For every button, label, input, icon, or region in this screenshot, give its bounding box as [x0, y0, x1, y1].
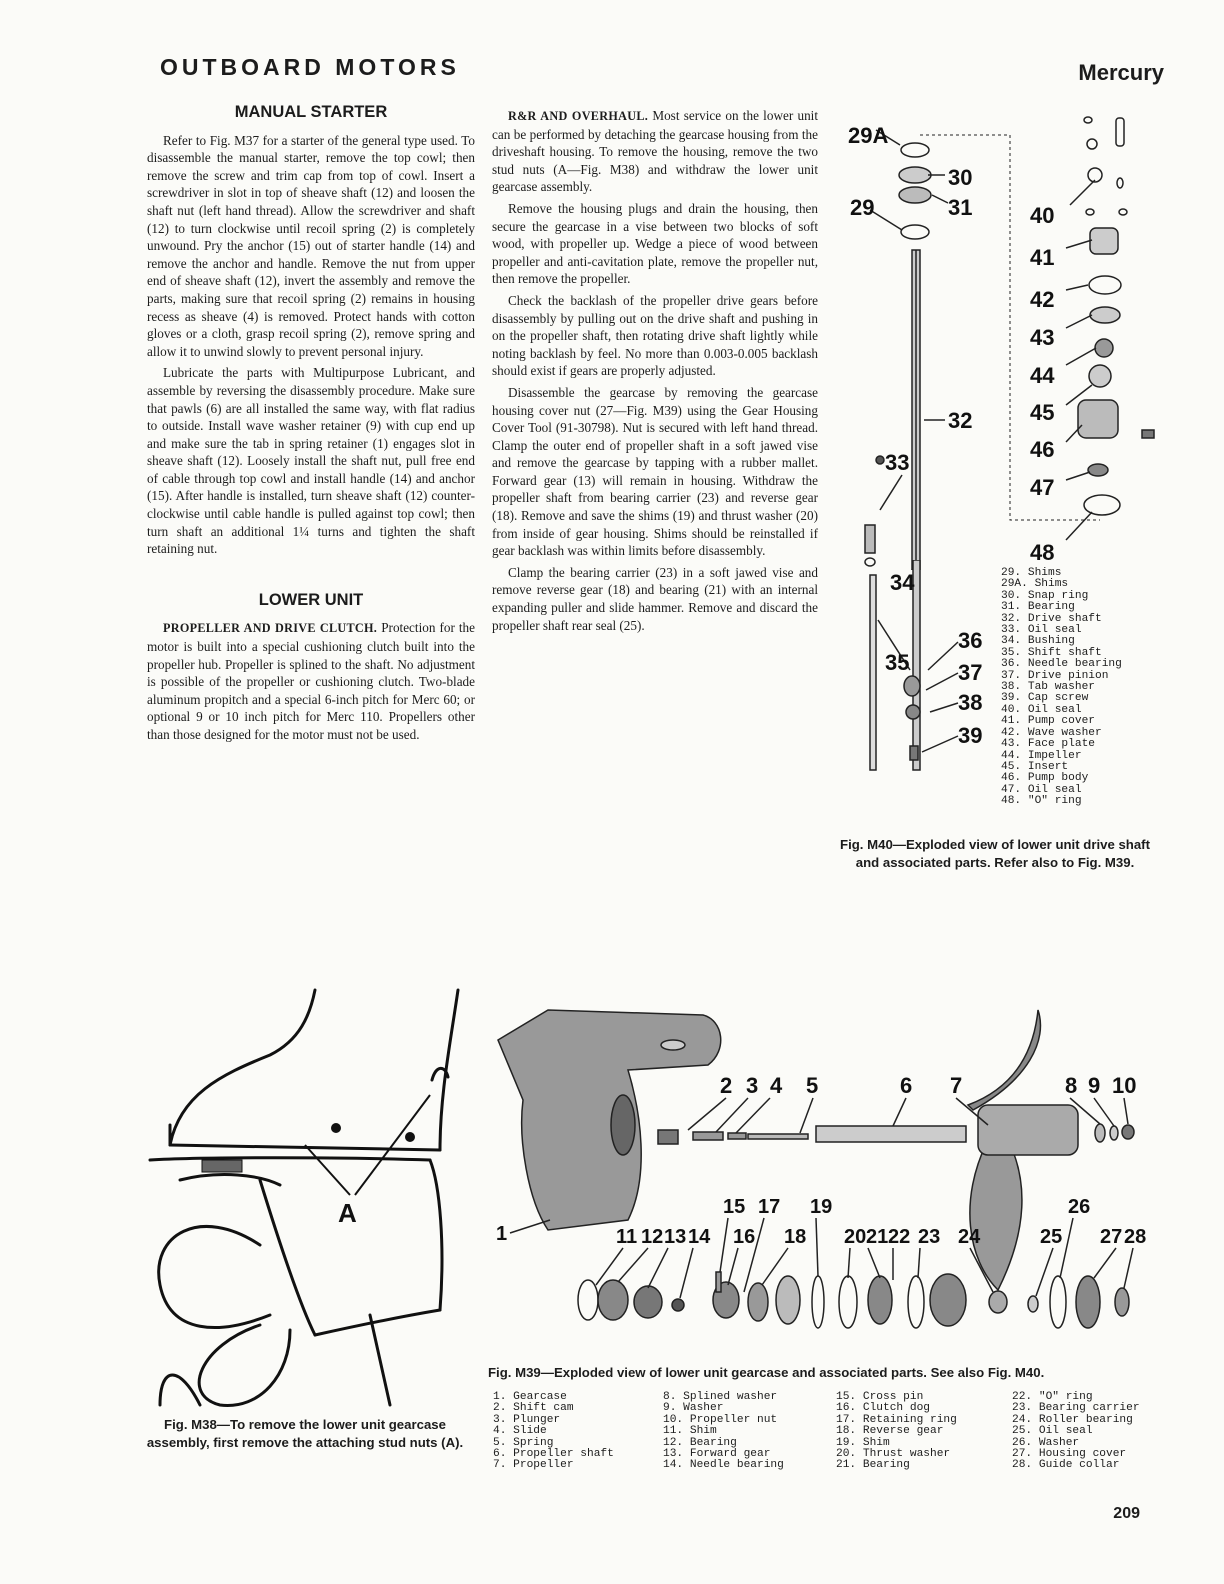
callout-43: 43: [1030, 325, 1055, 350]
legend-item: 4. Slide: [493, 1425, 547, 1438]
legend-item: 7. Propeller: [493, 1459, 574, 1472]
callout-20: 20: [844, 1226, 867, 1248]
legend-item: 33. Oil seal: [1001, 624, 1082, 637]
legend-item: 26. Washer: [1012, 1436, 1080, 1449]
callout-42: 42: [1030, 287, 1055, 312]
callout-30: 30: [948, 165, 973, 190]
legend-item: 14. Needle bearing: [663, 1459, 784, 1472]
callout-1: 1: [496, 1223, 508, 1245]
callout-37: 37: [958, 660, 983, 685]
callout-a: A: [338, 1198, 357, 1228]
legend-item: 18. Reverse gear: [836, 1425, 944, 1438]
legend-item: 37. Drive pinion: [1001, 669, 1109, 682]
lower-unit-paragraph: Check the backlash of the propeller drive gears before disassembly by pulling out on the drive shaft and pushing in on the propeller shaft, then rotating drive shaft lightly while noting backlash by feel. No more than 0.003-0.005 backlash should exist if gears are properly adjusted.: [492, 292, 818, 379]
fig-m38-drawing: [140, 985, 480, 1410]
callout-14: 14: [688, 1226, 711, 1248]
legend-item: 35. Shift shaft: [1001, 646, 1102, 659]
legend-item: 32. Drive shaft: [1001, 612, 1102, 625]
callout-2: 2: [720, 1073, 733, 1098]
callout-7: 7: [950, 1073, 963, 1098]
running-header-title: OUTBOARD MOTORS: [160, 54, 460, 80]
callout-47: 47: [1030, 475, 1055, 500]
legend-item: 22. "O" ring: [1012, 1391, 1093, 1403]
legend-item: 10. Propeller nut: [663, 1413, 778, 1426]
paragraph-text: Protection for the motor is built into a special cushioning clutch built into the propeller hub. Propeller is splined to the shaft. No adjustment is possible of the propeller or cushioning clutch. Two-blade aluminum propitch and a special 6-inch pitch for Merc 60; or optional 9 or 10 inch pitch for Merc 110. Propellers other than those designed for the motor must not be used.: [147, 620, 475, 742]
legend-item: 3. Plunger: [493, 1413, 561, 1426]
fig-m39-legend-col4: [1012, 1392, 1140, 1472]
callout-21: 21: [866, 1226, 889, 1248]
callout-19: 19: [810, 1196, 833, 1218]
legend-item: 43. Face plate: [1001, 738, 1095, 751]
fig-m40-legend: [1001, 568, 1122, 808]
fig-m39-legend-col2: [663, 1392, 784, 1472]
legend-item: 38. Tab washer: [1001, 681, 1095, 694]
callout-27: 27: [1100, 1226, 1123, 1248]
legend-item: 46. Pump body: [1001, 772, 1089, 785]
propeller-clutch-paragraph: [147, 619, 475, 743]
callout-11: 11: [616, 1226, 638, 1248]
legend-item: 31. Bearing: [1001, 601, 1075, 614]
callout-31: 31: [948, 195, 973, 220]
callout-26: 26: [1068, 1196, 1091, 1218]
manual-starter-heading: MANUAL STARTER: [234, 103, 388, 121]
fig-m40-drawing: [830, 100, 1170, 570]
legend-item: 16. Clutch dog: [836, 1402, 930, 1415]
legend-item: 29A. Shims: [1001, 578, 1069, 591]
legend-item: 44. Impeller: [1001, 749, 1082, 762]
legend-item: 41. Pump cover: [1001, 715, 1095, 728]
callout-32: 32: [948, 408, 973, 433]
running-header-brand: Mercury: [1078, 60, 1164, 85]
legend-item: 11. Shim: [663, 1425, 717, 1438]
legend-item: 5. Spring: [493, 1436, 554, 1449]
legend-item: 34. Bushing: [1001, 635, 1075, 648]
fig-m40-right-callouts: [1030, 195, 1090, 575]
legend-item: 36. Needle bearing: [1001, 658, 1122, 671]
callout-10: 10: [1112, 1073, 1137, 1098]
callout-28: 28: [1124, 1226, 1147, 1248]
legend-item: 20. Thrust washer: [836, 1448, 951, 1461]
lower-unit-paragraph: Clamp the bearing carrier (23) in a soft jawed vise and remove reverse gear (18) and bearing (21) with an internal expanding puller and slide hammer. Remove and discard the propeller shaft rear seal (25).: [492, 564, 818, 633]
legend-item: 1. Gearcase: [493, 1391, 567, 1403]
legend-item: 24. Roller bearing: [1012, 1413, 1133, 1426]
callout-23: 23: [918, 1226, 941, 1248]
legend-item: 23. Bearing carrier: [1012, 1402, 1140, 1415]
manual-starter-paragraph: Refer to Fig. M37 for a starter of the general type used. To disassemble the manual starter, remove the top cowl; then remove the screw and trim cap from top of cowl. Insert a screwdriver in slot in top of sheave shaft (12) and loosen the shaft nut (left hand thread). Allow the screwdriver and shaft (12) to turn clockwise until recoil spring (2) is completely unwound. Pry the anchor (15) out of starter handle (14) and remove the anchor and handle. Remove the nut from upper end of sheave shaft (12), invert the assembly and remove the parts, making sure that recoil spring (2) remains in housing recess as sheave (4) is removed. Protect hands with cotton gloves or a cloth, grasp recoil spring (2), remove spring and allow it to unwind slowly to prevent personal injury.: [147, 132, 475, 359]
fig-m39-legend-col1: [493, 1392, 614, 1472]
callout-48: 48: [1030, 540, 1055, 565]
legend-item: 13. Forward gear: [663, 1448, 771, 1461]
fig-m38-caption: Fig. M38—To remove the lower unit gearcase assembly, first remove the attaching stud nuts (A).: [146, 1417, 464, 1450]
legend-item: 2. Shift cam: [493, 1402, 574, 1415]
legend-item: 21. Bearing: [836, 1459, 910, 1472]
legend-item: 47. Oil seal: [1001, 783, 1082, 796]
callout-12: 12: [641, 1226, 664, 1248]
callout-6: 6: [900, 1073, 913, 1098]
callout-9: 9: [1088, 1073, 1101, 1098]
column-middle: [492, 107, 818, 634]
callout-15: 15: [723, 1196, 746, 1218]
lower-unit-heading: LOWER UNIT: [258, 590, 364, 609]
legend-item: 39. Cap screw: [1001, 692, 1089, 705]
callout-22: 22: [888, 1226, 911, 1248]
legend-item: 6. Propeller shaft: [493, 1448, 614, 1461]
callout-29a: 29A: [848, 123, 889, 148]
callout-4: 4: [770, 1073, 783, 1098]
callout-18: 18: [784, 1226, 807, 1248]
callout-38: 38: [958, 690, 983, 715]
legend-item: 27. Housing cover: [1012, 1448, 1127, 1461]
legend-item: 48. "O" ring: [1001, 795, 1082, 808]
legend-item: 9. Washer: [663, 1402, 724, 1415]
legend-item: 19. Shim: [836, 1436, 890, 1449]
callout-41: 41: [1030, 245, 1055, 270]
callout-3: 3: [746, 1073, 759, 1098]
callout-29: 29: [850, 195, 875, 220]
legend-item: 17. Retaining ring: [836, 1413, 957, 1426]
fig-m40-caption: Fig. M40—Exploded view of lower unit drive shaft and associated parts. Refer also to Fig. M39.: [840, 837, 1150, 870]
callout-40: 40: [1030, 203, 1055, 228]
column-left: [147, 104, 475, 744]
callout-34: 34: [890, 570, 915, 595]
lower-unit-paragraph: Disassemble the gearcase by removing the gearcase housing cover nut (27—Fig. M39) using the Gear Housing Cover Tool (91-30798). Nut is secured with left hand thread. Clamp the outer end of propeller shaft in a soft jawed vise and remove the gearcase by tapping with a rubber mallet. Forward gear (13) will remain in housing. Withdraw the propeller shaft from bearing carrier (23) and reverse gear (18). Remove and save the shims (19) and thrust washer (20) from inside of gear housing. Shims should be reinstalled if gear backlash was within limits before disassembly.: [492, 384, 818, 559]
callout-17: 17: [758, 1196, 781, 1218]
legend-item: 30. Snap ring: [1001, 589, 1089, 602]
callout-16: 16: [733, 1226, 756, 1248]
manual-starter-paragraph: Lubricate the parts with Multipurpose Lubricant, and assemble by reversing the disassembly procedure. Make sure that pawls (6) are all installed the same way, with flat radius to outside. Install wave washer retainer (9) with cup end up and make sure the tab in spring retainer (1) engages slot in sheave shaft (12). Loosely install the shaft nut, pull free end of cable through top cowl and install handle (14) and anchor (15). After handle is installed, turn sheave shaft (12) counter-clockwise until cable handle is pulled against top cowl; then turn shaft an additional 1¼ turns and tighten the shaft retaining nut.: [147, 365, 475, 557]
overhaul-paragraph: [492, 107, 818, 196]
legend-item: 40. Oil seal: [1001, 703, 1082, 716]
run-in-heading: R&R AND OVERHAUL.: [508, 109, 649, 123]
callout-45: 45: [1030, 400, 1055, 425]
page-number: 209: [1113, 1505, 1140, 1522]
legend-item: 15. Cross pin: [836, 1391, 924, 1403]
legend-item: 25. Oil seal: [1012, 1425, 1093, 1438]
fig-m39-legend-col3: [836, 1392, 957, 1472]
legend-item: 12. Bearing: [663, 1436, 737, 1449]
run-in-heading: PROPELLER AND DRIVE CLUTCH.: [163, 621, 378, 636]
fig-m39-caption: Fig. M39—Exploded view of lower unit gearcase and associated parts. See also Fig. M40.: [488, 1365, 1045, 1380]
legend-item: 8. Splined washer: [663, 1391, 778, 1403]
callout-44: 44: [1030, 363, 1055, 388]
callout-36: 36: [958, 628, 983, 653]
paragraph-text: Most service on the lower unit can be performed by detaching the gearcase housing from the driveshaft housing. To remove the housing, remove the two stud nuts (A—Fig. M38) and withdraw the lower unit gearcase assembly.: [492, 108, 818, 195]
callout-25: 25: [1040, 1226, 1063, 1248]
legend-item: 45. Insert: [1001, 760, 1069, 773]
callout-35: 35: [885, 650, 910, 675]
callout-39: 39: [958, 723, 983, 748]
callout-8: 8: [1065, 1073, 1078, 1098]
callout-33: 33: [885, 450, 910, 475]
legend-item: 28. Guide collar: [1012, 1459, 1120, 1472]
legend-item: 29. Shims: [1001, 567, 1062, 579]
callout-24: 24: [958, 1226, 981, 1248]
fig-m40-drawing-lower: [830, 560, 1000, 780]
callout-46: 46: [1030, 437, 1055, 462]
fig-m39-drawing: [488, 1000, 1158, 1355]
callout-5: 5: [806, 1073, 819, 1098]
lower-unit-paragraph: Remove the housing plugs and drain the housing, then secure the gearcase in a vise between two blocks of soft wood, with propeller up. Wedge a piece of wood between propeller and anti-cavitation plate, remove the propeller nut, then remove the propeller.: [492, 200, 818, 287]
callout-13: 13: [664, 1226, 687, 1248]
legend-item: 42. Wave washer: [1001, 726, 1102, 739]
